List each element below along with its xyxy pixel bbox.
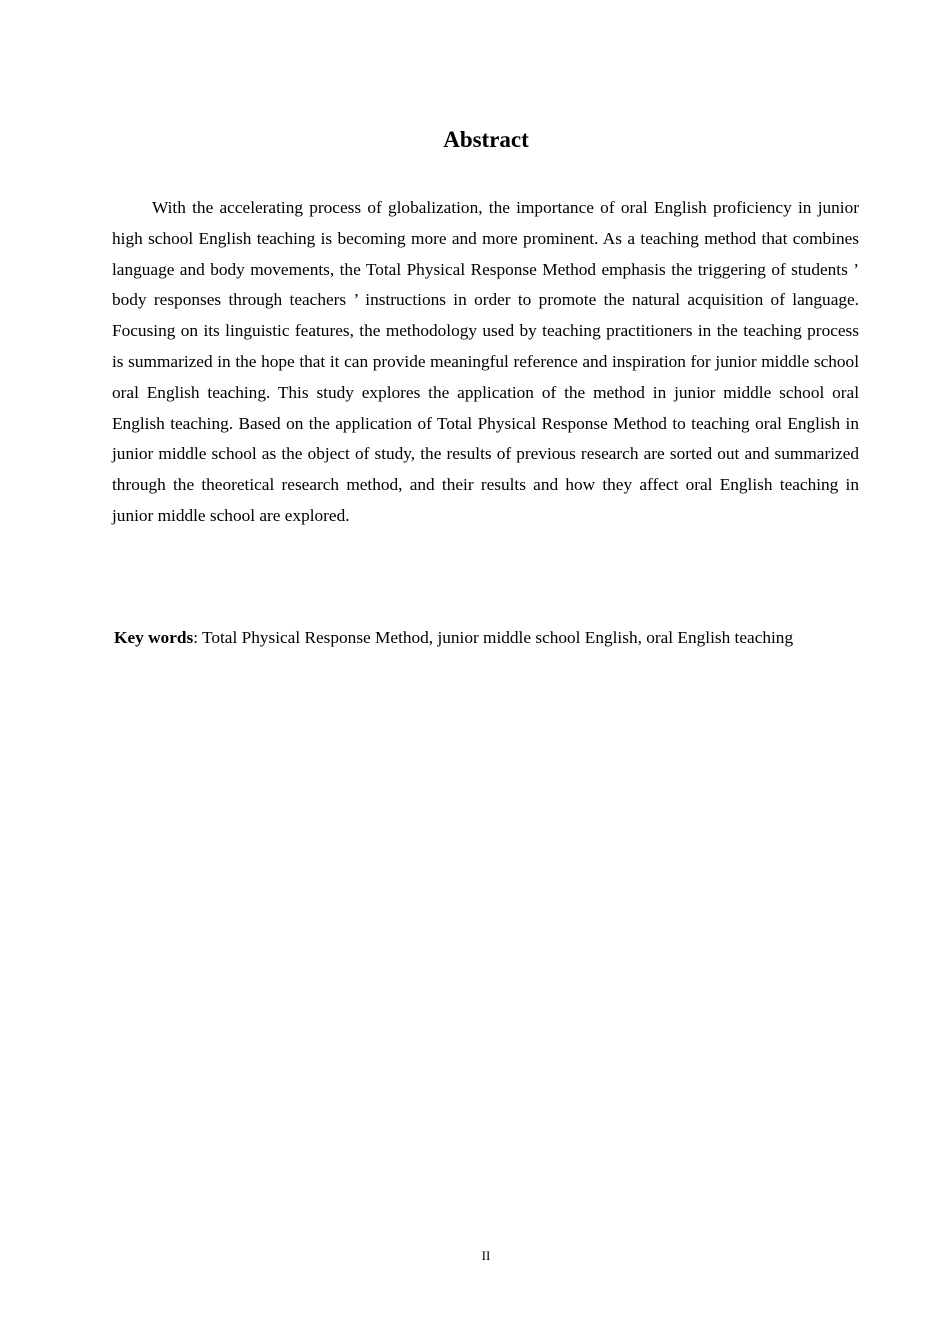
page-number: II [481, 1248, 491, 1263]
abstract-title: Abstract [443, 127, 529, 152]
abstract-body-paragraph: With the accelerating process of globalization, the importance of oral English proficiency in junior high school English teaching is becoming more and more prominent. As a teaching method that combines language and body movements, the Total Physical Response Method emphasis the triggering of students ’ body responses through teachers ’ instructions in order to promote the natural acquisition of language. Focusing on its linguistic features, the methodology used by teaching practitioners in the teaching process is summarized in the hope that it can provide meaningful reference and inspiration for junior middle school oral English teaching. This study explores the application of the method in junior middle school oral English teaching. Based on the application of Total Physical Response Method to teaching oral English in junior middle school as the object of study, the results of previous research are sorted out and summarized through the theoretical research method, and their results and how they affect oral English teaching in junior middle school are explored. [112, 198, 859, 525]
keywords-paragraph [114, 625, 859, 651]
keywords-label: Key words [114, 628, 194, 647]
keywords-text: Total Physical Response Method, junior middle school English, oral English teaching [202, 628, 794, 647]
keywords-separator: : [193, 628, 203, 647]
